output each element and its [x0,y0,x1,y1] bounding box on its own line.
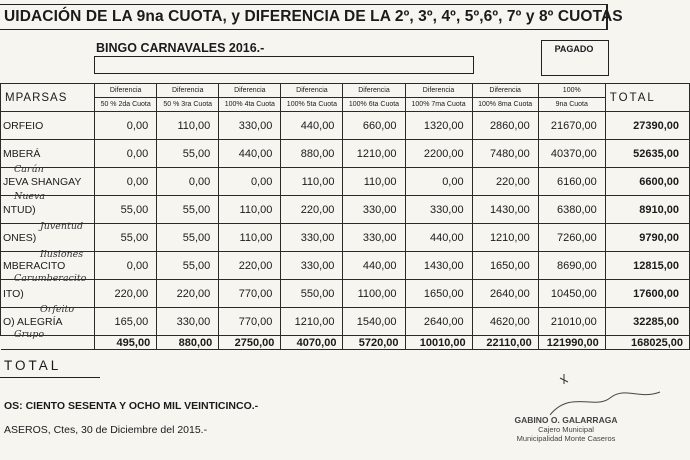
col-label-comparsas: MPARSAS [1,84,95,112]
liquidation-table [0,83,690,350]
row-total: 12815,00 [605,252,689,280]
comparsa-name: ORFEIO [1,112,95,140]
col-header-top: Diferencia [157,84,219,98]
value-cell: 1210,00 [281,308,343,336]
handwritten-note: Ilusiones [40,249,84,260]
comparsa-name: MBERÁ [1,140,95,168]
value-cell: 2200,00 [405,140,472,168]
value-cell: 10450,00 [538,280,605,308]
comparsa-name: NTUD) [1,196,95,224]
table-row [1,280,690,308]
value-cell: 110,00 [343,168,405,196]
value-cell: 1430,00 [405,252,472,280]
value-cell: 55,00 [157,252,219,280]
row-total: 8910,00 [605,196,689,224]
row-total: 27390,00 [605,112,689,140]
header-row-bottom [1,98,690,112]
stamp-name: GABINO O. GALARRAGA [514,415,618,425]
value-cell: 7260,00 [538,224,605,252]
value-cell: 40370,00 [538,140,605,168]
value-cell: 21670,00 [538,112,605,140]
value-cell: 55,00 [157,224,219,252]
value-cell: 6160,00 [538,168,605,196]
value-cell: 2640,00 [472,280,538,308]
value-cell: 1650,00 [472,252,538,280]
value-cell: 8690,00 [538,252,605,280]
sum-cell: 880,00 [157,336,219,350]
amount-in-words: OS: CIENTO SESENTA Y OCHO MIL VEINTICINCO.- [4,400,259,412]
value-cell: 660,00 [343,112,405,140]
value-cell: 1650,00 [405,280,472,308]
table-row [1,252,690,280]
row-total: 9790,00 [605,224,689,252]
value-cell: 21010,00 [538,308,605,336]
value-cell: 220,00 [157,280,219,308]
stamp-org: Municipalidad Monte Caseros [516,434,616,443]
value-cell: 110,00 [219,224,281,252]
value-cell: 6380,00 [538,196,605,224]
value-cell: 330,00 [405,196,472,224]
comparsa-name: MBERACITO [1,252,95,280]
value-cell: 2860,00 [472,112,538,140]
sum-cell: 22110,00 [472,336,538,350]
table-row [1,168,690,196]
col-header-bottom: 100% 7ma Cuota [405,98,472,112]
value-cell: 330,00 [281,224,343,252]
value-cell: 0,00 [157,168,219,196]
value-cell: 0,00 [95,168,157,196]
col-header-bottom: 100% 8ma Cuota [472,98,538,112]
value-cell: 330,00 [157,308,219,336]
value-cell: 0,00 [95,140,157,168]
col-header-top: 100% [538,84,605,98]
col-header-top: Diferencia [343,84,405,98]
pagado-label: PAGADO [554,44,594,54]
comparsa-name: JEVA SHANGAY [1,168,95,196]
value-cell: 2640,00 [405,308,472,336]
handwritten-note: Nueva [14,191,46,202]
handwritten-note: Carún [14,164,44,175]
col-header-top: Diferencia [95,84,157,98]
subtitle-box [94,56,474,74]
value-cell: 110,00 [157,112,219,140]
total-underline [0,377,100,378]
official-stamp [511,416,621,443]
handwritten-note: Carumberacito [14,273,87,284]
row-total: 17600,00 [605,280,689,308]
col-header-top: Diferencia [219,84,281,98]
value-cell: 440,00 [281,112,343,140]
col-header-bottom: 100% 5ta Cuota [281,98,343,112]
row-total: 32285,00 [605,308,689,336]
col-header-top: Diferencia [281,84,343,98]
grand-total: 168025,00 [605,336,689,350]
row-total: 6600,00 [605,168,689,196]
col-header-top: Diferencia [472,84,538,98]
value-cell: 440,00 [219,140,281,168]
table-row [1,112,690,140]
sum-cell: 121990,00 [538,336,605,350]
value-cell: 55,00 [95,196,157,224]
col-header-bottom: 50 % 2da Cuota [95,98,157,112]
value-cell: 0,00 [219,168,281,196]
value-cell: 0,00 [405,168,472,196]
value-cell: 880,00 [281,140,343,168]
value-cell: 110,00 [281,168,343,196]
handwritten-note: Juventud [40,221,84,232]
comparsa-name: O) ALEGRÍA [1,308,95,336]
col-header-bottom: 100% 6ta Cuota [343,98,405,112]
value-cell: 330,00 [343,224,405,252]
value-cell: 4620,00 [472,308,538,336]
col-header-top: Diferencia [405,84,472,98]
value-cell: 220,00 [281,196,343,224]
comparsa-name: ITO) [1,280,95,308]
value-cell: 770,00 [219,308,281,336]
comparsa-name: ONES) [1,224,95,252]
stamp-role: Cajero Municipal [538,425,594,434]
sum-cell: 495,00 [95,336,157,350]
col-header-bottom: 50 % 3ra Cuota [157,98,219,112]
place-date: ASEROS, Ctes, 30 de Diciembre del 2015.- [4,424,208,436]
value-cell: 1100,00 [343,280,405,308]
value-cell: 7480,00 [472,140,538,168]
col-header-bottom: 9na Cuota [538,98,605,112]
handwritten-note: Orfeito [40,304,75,315]
row-total: 52635,00 [605,140,689,168]
document-title: UIDACIÓN DE LA 9na CUOTA, y DIFERENCIA DE LA 2º, 3º, 4º, 5º,6º, 7º y 8º CUOTAS [4,8,623,25]
value-cell: 220,00 [95,280,157,308]
value-cell: 55,00 [157,196,219,224]
value-cell: 0,00 [95,112,157,140]
value-cell: 110,00 [219,196,281,224]
document-subtitle: BINGO CARNAVALES 2016.- [96,41,265,55]
value-cell: 55,00 [95,224,157,252]
value-cell: 220,00 [472,168,538,196]
sum-cell: 10010,00 [405,336,472,350]
table-row [1,196,690,224]
header-row-top [1,84,690,98]
value-cell: 1210,00 [472,224,538,252]
sum-row [1,336,690,350]
value-cell: 220,00 [219,252,281,280]
col-header-bottom: 100% 4ta Cuota [219,98,281,112]
table-row [1,224,690,252]
value-cell: 330,00 [281,252,343,280]
value-cell: 550,00 [281,280,343,308]
table-row [1,140,690,168]
value-cell: 330,00 [343,196,405,224]
table-row [1,308,690,336]
col-label-total: TOTAL [605,84,689,112]
value-cell: 165,00 [95,308,157,336]
value-cell: 440,00 [405,224,472,252]
value-cell: 55,00 [157,140,219,168]
sum-cell: 4070,00 [281,336,343,350]
value-cell: 1210,00 [343,140,405,168]
value-cell: 1540,00 [343,308,405,336]
handwritten-note: Grupo [14,329,45,340]
footer-total-label: TOTAL [4,358,62,373]
value-cell: 440,00 [343,252,405,280]
value-cell: 1430,00 [472,196,538,224]
value-cell: 1320,00 [405,112,472,140]
sum-cell: 5720,00 [343,336,405,350]
value-cell: 0,00 [95,252,157,280]
value-cell: 330,00 [219,112,281,140]
value-cell: 770,00 [219,280,281,308]
sum-cell: 2750,00 [219,336,281,350]
